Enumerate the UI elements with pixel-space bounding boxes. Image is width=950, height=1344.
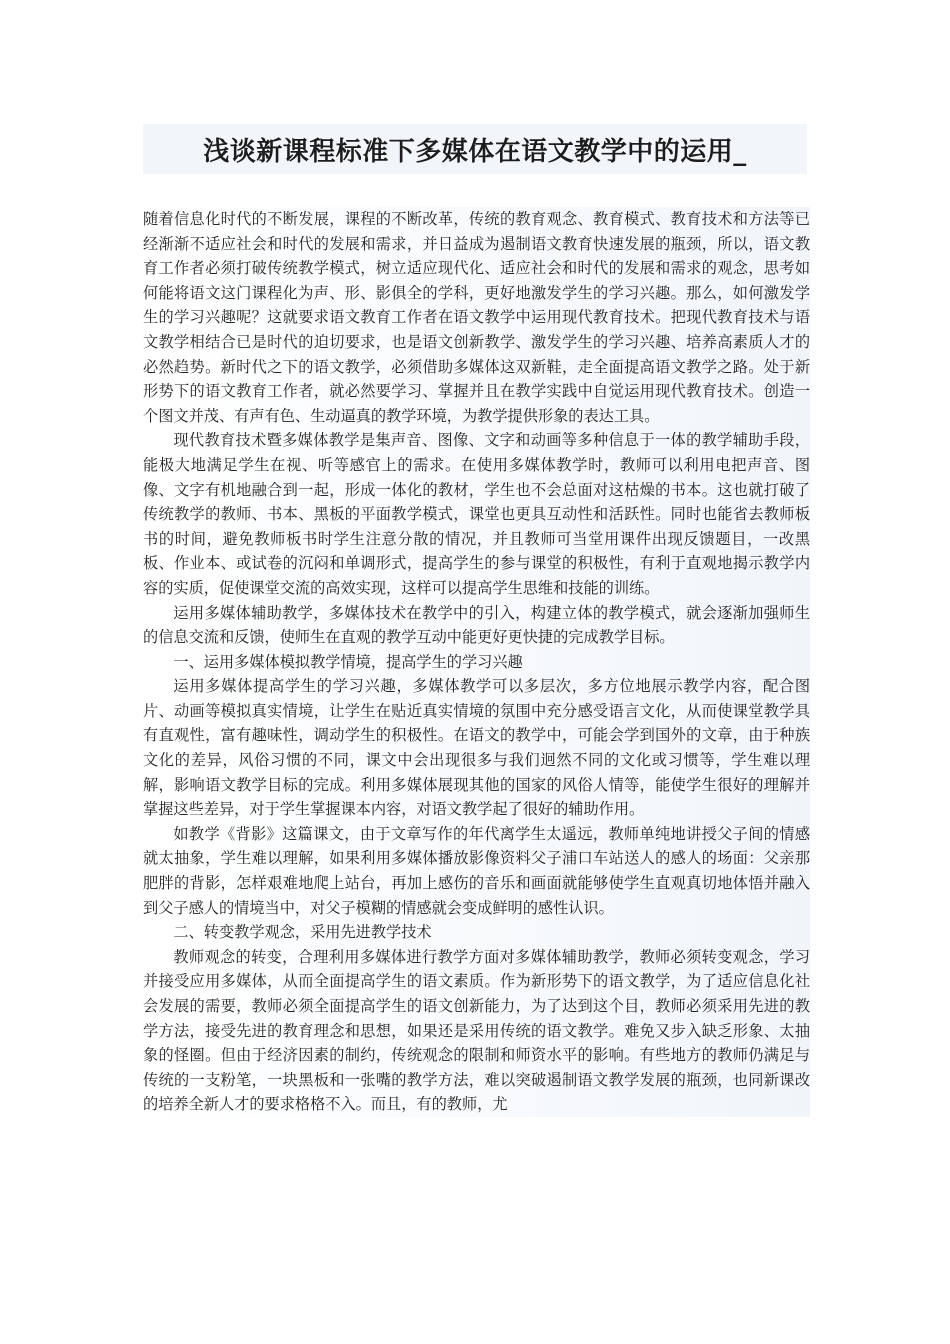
section-heading-2: 二、转变教学观念，采用先进教学技术 bbox=[143, 920, 810, 945]
title-band bbox=[143, 124, 807, 174]
paragraph-teacher-concept: 教师观念的转变，合理利用多媒体进行教学方面对多媒体辅助教学，教师必须转变观念，学习并接受应用多媒体，从而全面提高学生的语文素质。作为新形势下的语文教学，为了适应信息化社会发展的需要，教师必须全面提高学生的语文创新能力，为了达到这个目，教师必须采用先进的教学方法，接受先进的教育理念和思想，如果还是采用传统的语文教学。难免又步入缺乏形象、太抽象的怪圈。但由于经济因素的制约，传统观念的限制和师资水平的影响。有些地方的教师仍满足与传统的一支粉笔，一块黑板和一张嘴的教学方法，难以突破遏制语文教学发展的瓶颈，也同新课改的培养全新人才的要求格格不入。而且，有的教师，尤 bbox=[143, 945, 810, 1117]
paragraph-intro: 随着信息化时代的不断发展，课程的不断改革，传统的教育观念、教育模式、教育技术和方法等已经渐渐不适应社会和时代的发展和需求，并日益成为遏制语文教育快速发展的瓶颈，所以，语文教育工作者必须打破传统教学模式，树立适应现代化、适应社会和时代的发展和需求的观念，思考如何能将语文这门课程化为声、形、影俱全的学科，更好地激发学生的学习兴趣。那么，如何激发学生的学习兴趣呢？这就要求语文教育工作者在语文教学中运用现代教育技术。把现代教育技术与语文教学相结合已是时代的迫切要求，也是语文创新教学、激发学生的学习兴趣、培养高素质人才的必然趋势。新时代之下的语文教学，必须借助多媒体这双新鞋，走全面提高语文教学之路。处于新形势下的语文教育工作者，就必然要学习、掌握并且在教学实践中自觉运用现代教育技术。创造一个图文并茂、有声有色、生动逼真的教学环境，为教学提供形象的表达工具。 bbox=[143, 207, 810, 428]
document-title: 浅谈新课程标准下多媒体在语文教学中的运用_ bbox=[203, 136, 747, 167]
paragraph-multimedia-definition: 现代教育技术暨多媒体教学是集声音、图像、文字和动画等多种信息于一体的教学辅助手段，能极大地满足学生在视、听等感官上的需求。在使用多媒体教学时，教师可以利用电把声音、图像、文字有机地融合到一起，形成一体化的教材，学生也不会总面对这枯燥的书本。这也就打破了传统教学的教师、书本、黑板的平面教学模式，课堂也更具互动性和活跃性。同时也能省去教师板书的时间，避免教师板书时学生注意分散的情况，并且教师可当堂用课件出现反馈题目，一改黑板、作业本、或试卷的沉闷和单调形式，提高学生的参与课堂的积极性，有利于直观地揭示教学内容的实质，促使课堂交流的高效实现，这样可以提高学生思维和技能的训练。 bbox=[143, 428, 810, 600]
paragraph-multimedia-assist: 运用多媒体辅助教学，多媒体技术在教学中的引入，构建立体的教学模式，就会逐渐加强师生的信息交流和反馈，使师生在直观的教学互动中能更好更快捷的完成教学目标。 bbox=[143, 601, 810, 650]
document-body bbox=[143, 207, 810, 1117]
paragraph-interest: 运用多媒体提高学生的学习兴趣，多媒体教学可以多层次，多方位地展示教学内容，配合图片、动画等模拟真实情境，让学生在贴近真实情境的氛围中充分感受语言文化，从而使课堂教学具有直观性，富有趣味性，调动学生的积极性。在语文的教学中，可能会学到国外的文章，由于种族文化的差异，风俗习惯的不同，课文中会出现很多与我们迥然不同的文化或习惯等，学生难以理解，影响语文教学目标的完成。利用多媒体展现其他的国家的风俗人情等，能使学生很好的理解并掌握这些差异，对于学生掌握课本内容，对语文教学起了很好的辅助作用。 bbox=[143, 674, 810, 822]
paragraph-example-beiying: 如教学《背影》这篇课文，由于文章写作的年代离学生太遥远，教师单纯地讲授父子间的情感就太抽象，学生难以理解，如果利用多媒体播放影像资料父子浦口车站送人的感人的场面：父亲那肥胖的背影，怎样艰难地爬上站台，再加上感伤的音乐和画面就能够使学生直观真切地体悟并融入到父子感人的情境当中，对父子模糊的情感就会变成鲜明的感性认识。 bbox=[143, 822, 810, 920]
section-heading-1: 一、运用多媒体模拟教学情境，提高学生的学习兴趣 bbox=[143, 650, 810, 675]
